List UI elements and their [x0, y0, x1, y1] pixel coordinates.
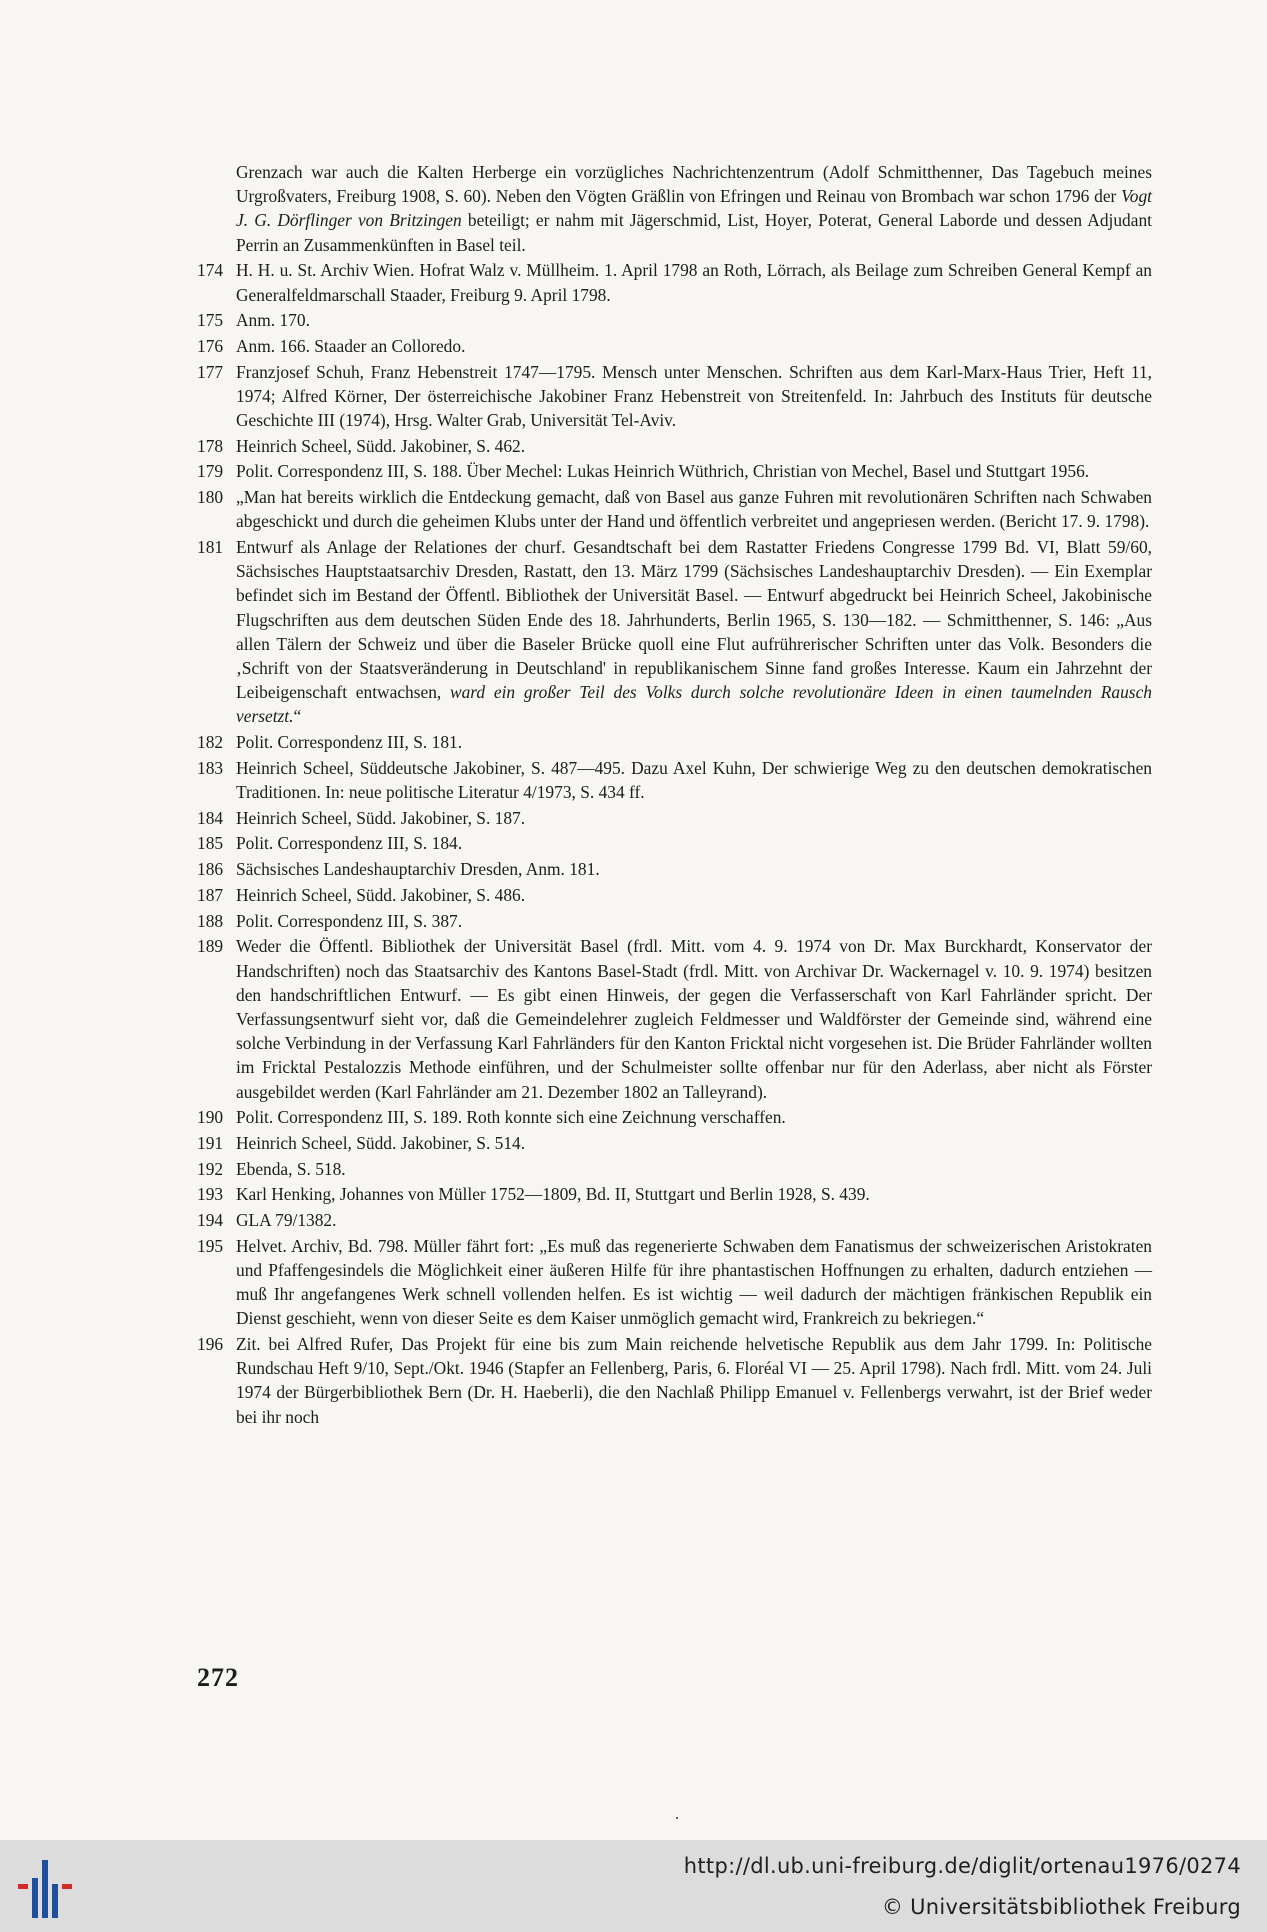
footnote-text: Anm. 166. Staader an Colloredo.: [236, 335, 466, 356]
footnote-number: 182: [197, 732, 224, 753]
ub-freiburg-logo-icon: [14, 1856, 84, 1922]
footnote-text: Polit. Correspondenz III, S. 181.: [236, 732, 463, 753]
footnote-number: 175: [197, 310, 224, 331]
footnote-number: 180: [197, 487, 224, 508]
footnote-number: 193: [197, 1184, 224, 1205]
footnote-183: [197, 756, 1152, 804]
footnote-184: [197, 806, 1152, 830]
footnote-number: 185: [197, 833, 224, 854]
footnotes: [197, 160, 1152, 1430]
footnote-190: [197, 1105, 1152, 1129]
footnote-186: [197, 857, 1152, 881]
footnote-187: [197, 883, 1152, 907]
footnote-number: 190: [197, 1107, 224, 1128]
footnote-text: Ebenda, S. 518.: [236, 1158, 346, 1179]
footnote-194: [197, 1208, 1152, 1232]
footnote-175: [197, 308, 1152, 332]
footnote-text: Heinrich Scheel, Südd. Jakobiner, S. 187.: [236, 807, 526, 828]
footnote-text: Anm. 170.: [236, 310, 310, 331]
footnote-text: Helvet. Archiv, Bd. 798. Müller fährt fort: „Es muß das regenerierte Schwaben dem Fanatismus der schweizerischen Aristokraten und Pfaffengesindels die Möglichkeit einer äußeren Hilfe für ihre phantastischen Hoffnungen zu erhalten, dadurch entziehen — muß Ihr angefangenes Werk schnell vollenden helfen. Es ist wichtig — weil dadurch der mächtigen fränkischen Republik ein Dienst geschieht, wenn von dieser Seite es dem Kaiser unmöglich gemacht wird, Frankreich zu bekriegen.“: [236, 1235, 1152, 1329]
footnote-text: Heinrich Scheel, Süddeutsche Jakobiner, S. 487—495. Dazu Axel Kuhn, Der schwierige Weg zu den deutschen demokratischen Traditionen. In: neue politische Literatur 4/1973, S. 434 ff.: [236, 757, 1152, 803]
footnote-number: 186: [197, 859, 224, 880]
italic-text: ward ein großer Teil des Volks durch solche revolutionäre Ideen in einen taumelnden Rausch versetzt.: [236, 682, 1152, 727]
footnote-text: „Man hat bereits wirklich die Entdeckung gemacht, daß von Basel aus ganze Fuhren mit revolutionären Schriften nach Schwaben abgeschickt und durch die geheimen Klubs unter der Hand und öffentlich verbreitet und angepriesen werden. (Bericht 17. 9. 1798).: [236, 487, 1152, 532]
footnote-189: [197, 934, 1152, 1103]
scan-speck: [676, 1817, 678, 1819]
footnote-192: [197, 1157, 1152, 1181]
footnote-continuation: Grenzach war auch die Kalten Herberge ein vorzügliches Nachrichtenzentrum (Adolf Schmitthenner, Das Tagebuch meines Urgroßvaters, Freiburg 1908, S. 60). Neben den Vögten Gräßlin von Efringen und Reinau von Brombach war schon 1796 der Vogt J. G. Dörflinger von Britzingen beteiligt; er nahm mit Jägerschmid, List, Hoyer, Poterat, General Laborde und dessen Adjudant Perrin an Zusammenkünften in Basel teil.: [236, 162, 1152, 255]
page-number: 272: [197, 1663, 239, 1692]
footnote-196: [197, 1332, 1152, 1429]
footnote-text: Polit. Correspondenz III, S. 188. Über Mechel: Lukas Heinrich Wüthrich, Christian von Mechel, Basel und Stuttgart 1956.: [236, 461, 1090, 482]
footnote-182: [197, 730, 1152, 754]
footnote-181: [197, 535, 1152, 729]
footnote-176: [197, 334, 1152, 358]
footnote-text: Karl Henking, Johannes von Müller 1752—1809, Bd. II, Stuttgart und Berlin 1928, S. 439.: [236, 1184, 870, 1205]
footnote-text: Zit. bei Alfred Rufer, Das Projekt für eine bis zum Main reichende helvetische Republik aus dem Jahr 1799. In: Politische Rundschau Heft 9/10, Sept./Okt. 1946 (Stapfer an Fellenberg, Paris, 6. Floréal VI — 25. April 1798). Nach frdl. Mitt. vom 24. Juli 1974 der Bürgerbibliothek Bern (Dr. H. Haeberli), die den Nachlaß Philipp Emanuel v. Fellenbergs verwahrt, ist der Brief weder bei ihr noch: [236, 1334, 1152, 1427]
footnote-number: 196: [197, 1334, 224, 1355]
footnote-text: H. H. u. St. Archiv Wien. Hofrat Walz v. Müllheim. 1. April 1798 an Roth, Lörrach, als Beilage zum Schreiben General Kempf an Generalfeldmarschall Staader, Freiburg 9. April 1798.: [236, 260, 1152, 305]
footnote-number: 188: [197, 910, 224, 931]
footnote-180: [197, 485, 1152, 533]
footnote-number: 191: [197, 1132, 224, 1153]
footnote-number: 183: [197, 757, 224, 778]
footnote-text: Heinrich Scheel, Südd. Jakobiner, S. 486.: [236, 884, 526, 905]
permalink-url[interactable]: http://dl.ub.uni-freiburg.de/diglit/ortenau1976/0274: [683, 1854, 1241, 1878]
footnote-text: Sächsisches Landeshauptarchiv Dresden, Anm. 181.: [236, 859, 600, 880]
footnote-number: 195: [197, 1235, 224, 1256]
footnote-number: 192: [197, 1158, 224, 1179]
footnote-178: [197, 434, 1152, 458]
italic-text: Vogt J. G. Dörflinger von Britzingen: [236, 186, 1152, 231]
copyright-notice: © Universitätsbibliothek Freiburg: [881, 1895, 1241, 1919]
footnote-number: 177: [197, 361, 224, 382]
footnote-number: 179: [197, 461, 224, 482]
footnote-number: 194: [197, 1210, 224, 1231]
footnote-text: Franzjosef Schuh, Franz Hebenstreit 1747—1795. Mensch unter Menschen. Schriften aus dem Karl-Marx-Haus Trier, Heft 11, 1974; Alfred Körner, Der österreichische Jakobiner Franz Hebenstreit von Streitenfeld. In: Jahrbuch des Instituts für deutsche Geschichte III (1974), Hrsg. Walter Grab, Universität Tel-Aviv.: [236, 361, 1152, 431]
footnote-195: [197, 1234, 1152, 1331]
footnote-185: [197, 831, 1152, 855]
footnote-number: 174: [197, 260, 224, 281]
library-footer: [0, 1840, 1267, 1932]
footnote-177: [197, 360, 1152, 433]
footnote-text: Polit. Correspondenz III, S. 387.: [236, 910, 463, 931]
footnote-text: Polit. Correspondenz III, S. 184.: [236, 833, 463, 854]
footnote-number: 181: [197, 537, 224, 558]
footnote-text: Weder die Öffentl. Bibliothek der Universität Basel (frdl. Mitt. vom 4. 9. 1974 von Dr. Max Burckhardt, Konservator der Handschriften) noch das Staatsarchiv des Kantons Basel-Stadt (frdl. Mitt. von Archivar Dr. Wackernagel v. 10. 9. 1974) besitzen den handschriftlichen Entwurf. — Es gibt einen Hinweis, der gegen die Verfasserschaft von Karl Fahrländer spricht. Der Verfassungsentwurf sieht vor, daß die Gemeindelehrer zugleich Feldmesser und Waldförster der Gemeinde sind, während eine solche Verbindung in der Verfassung Karl Fahrländers für den Kanton Fricktal nicht vorgesehen ist. Die Brüder Fahrländer wollten im Fricktal Pestalozzis Methode einführen, und der Schulmeister sollte offenbar nur für den Aderlass, aber nicht als Förster ausgebildet werden (Karl Fahrländer am 21. Dezember 1802 an Talleyrand).: [236, 936, 1152, 1102]
footnote-number: 187: [197, 884, 224, 905]
footnote-text: GLA 79/1382.: [236, 1210, 337, 1231]
footnote-188: [197, 909, 1152, 933]
footnote-text: Polit. Correspondenz III, S. 189. Roth konnte sich eine Zeichnung verschaffen.: [236, 1107, 786, 1128]
footnote-list: [197, 258, 1152, 1429]
footnote-number: 189: [197, 936, 224, 957]
footnote-number: 178: [197, 435, 224, 456]
footnote-191: [197, 1131, 1152, 1155]
footnote-193: [197, 1182, 1152, 1206]
footnote-number: 176: [197, 335, 224, 356]
footnote-179: [197, 459, 1152, 483]
footnote-text: Heinrich Scheel, Südd. Jakobiner, S. 462.: [236, 435, 526, 456]
footnote-number: 184: [197, 807, 224, 828]
footnote-text: Entwurf als Anlage der Relationes der churf. Gesandtschaft bei dem Rastatter Friedens Congresse 1799 Bd. VI, Blatt 59/60, Sächsisches Hauptstaatsarchiv Dresden, Rastatt, den 13. März 1799 (Sächsisches Landeshauptarchiv Dresden). — Ein Exemplar befindet sich im Bestand der Öffentl. Bibliothek der Universität Basel. — Entwurf abgedruckt bei Heinrich Scheel, Jakobinische Flugschriften aus dem deutschen Süden Ende des 18. Jahrhunderts, Berlin 1965, S. 130—182. — Schmitthenner, S. 146: „Aus allen Tälern der Schweiz und über die Baseler Brücke quoll eine Flut aufrührerischer Schriften unter das Volk. Besonders die ‚Schrift von der Staatsveränderung in Deutschland' in republikanischem Sinne fand großes Interesse. Kaum ein Jahrzehnt der Leibeigenschaft entwachsen, ward ein großer Teil des Volks durch solche revolutionäre Ideen in einen taumelnden Rausch versetzt.“: [236, 537, 1152, 727]
footnote-text: Heinrich Scheel, Südd. Jakobiner, S. 514.: [236, 1132, 526, 1153]
footnote-174: [197, 258, 1152, 306]
